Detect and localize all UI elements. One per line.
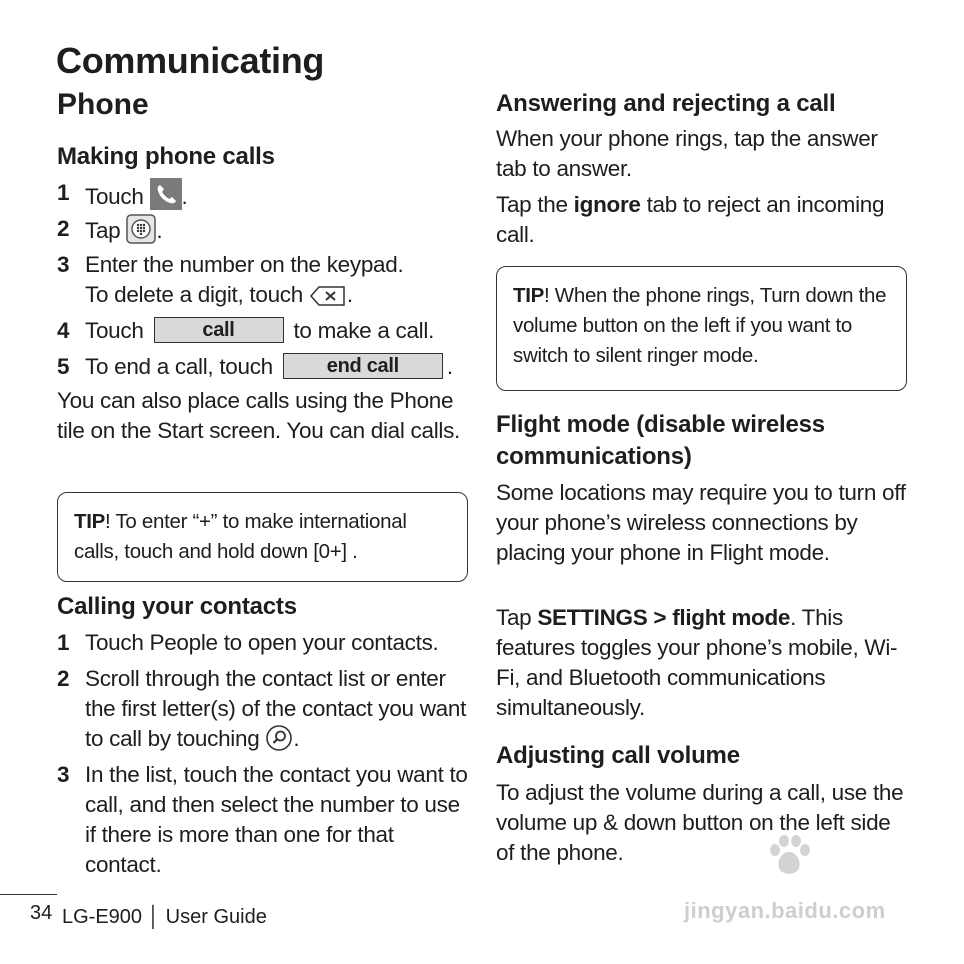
- step-text: Touch: [85, 318, 144, 343]
- step-3: [57, 250, 472, 316]
- step-text-after: .: [346, 282, 353, 307]
- making-calls-paragraph: You can also place calls using the Phone tile on the Start screen. You can dial calls.: [57, 388, 461, 443]
- step-number: 5: [57, 354, 70, 379]
- text: tab to reject an incoming call.: [496, 192, 885, 247]
- section-heading: Phone: [57, 88, 149, 121]
- step-number: 3: [57, 762, 70, 787]
- flight-mode-paragraph-1: Some locations may require you to turn off your phone’s wireless connections by placing your phone in Flight mode.: [496, 480, 906, 565]
- step-text: To delete a digit, touch: [85, 282, 303, 307]
- answering-title: Answering and rejecting a call: [496, 90, 836, 117]
- step-text: Touch: [85, 184, 144, 209]
- step-text: Tap: [85, 218, 121, 243]
- step-text-after: .: [293, 726, 300, 751]
- watermark-url: jingyan.baidu.com: [684, 898, 886, 923]
- backspace-icon: [309, 284, 347, 316]
- step-number: 1: [57, 630, 70, 655]
- step-number: 3: [57, 252, 70, 277]
- footer-rule: [0, 894, 57, 895]
- text: . This features toggles your phone’s mobile, Wi-Fi, and Bluetooth communications simultaneously.: [496, 605, 898, 720]
- call-button: call: [154, 317, 284, 343]
- tip-text: ! To enter “+” to make international calls, touch and hold down [0+] .: [74, 510, 407, 563]
- tip-text: ! When the phone rings, Turn down the volume button on the left if you want to switch to silent ringer mode.: [513, 284, 887, 367]
- making-calls-title: Making phone calls: [57, 143, 275, 170]
- step-text: Touch People to open your contacts.: [85, 630, 439, 655]
- keypad-icon: [126, 214, 156, 252]
- step-4: [57, 316, 472, 352]
- ignore-keyword: ignore: [573, 192, 641, 217]
- step-number: 1: [57, 180, 70, 205]
- calling-contacts-title: Calling your contacts: [57, 593, 297, 620]
- tip-label: TIP: [74, 510, 105, 533]
- flight-mode-paragraph-2: [496, 603, 911, 723]
- text: Tap: [496, 605, 532, 630]
- step-text: In the list, touch the contact you want to call, and then select the number to use if there is more than one for that contact.: [85, 762, 468, 877]
- end-call-button: end call: [283, 353, 443, 379]
- step-number: 2: [57, 216, 70, 241]
- answering-paragraph-1: When your phone rings, tap the answer tab to answer.: [496, 126, 878, 181]
- search-icon: [265, 724, 293, 760]
- making-calls-steps: [57, 178, 472, 388]
- step-text-after: to make a call.: [293, 318, 435, 343]
- text: Tap the: [496, 192, 568, 217]
- step-text: Enter the number on the keypad.: [85, 252, 404, 277]
- volume-title: Adjusting call volume: [496, 742, 740, 769]
- baidu-watermark: [684, 822, 924, 932]
- phone-icon: [150, 178, 182, 218]
- contact-step-2: [57, 664, 472, 760]
- page-number: 34: [30, 902, 53, 924]
- answering-paragraph-2: [496, 190, 911, 250]
- footer-text: LG-E900 │ User Guide: [62, 906, 267, 928]
- step-number: 2: [57, 666, 70, 691]
- page-heading: Communicating: [56, 40, 325, 81]
- step-text-after: .: [156, 218, 163, 243]
- contact-step-1: [57, 628, 472, 664]
- step-2: [57, 214, 472, 250]
- step-5: [57, 352, 472, 388]
- settings-path: SETTINGS > flight mode: [537, 605, 791, 630]
- step-1: [57, 178, 472, 214]
- volume-paragraph: To adjust the volume during a call, use the volume up & down button on the left side of the phone.: [496, 780, 904, 865]
- tip-label: TIP: [513, 284, 544, 307]
- step-text: To end a call, touch: [85, 354, 273, 379]
- step-text: Scroll through the contact list or enter the first letter(s) of the contact you want to call by touching: [85, 666, 467, 751]
- contact-step-3: [57, 760, 472, 880]
- flight-mode-title: Flight mode (disable wireless communications): [496, 411, 825, 470]
- step-number: 4: [57, 318, 70, 343]
- step-text-after: .: [181, 184, 188, 209]
- step-text-after: .: [446, 354, 453, 379]
- tip-box-international: [57, 492, 468, 582]
- tip-box-silent-mode: [496, 266, 907, 391]
- calling-contacts-steps: [57, 628, 472, 880]
- paw-icon: [766, 832, 812, 878]
